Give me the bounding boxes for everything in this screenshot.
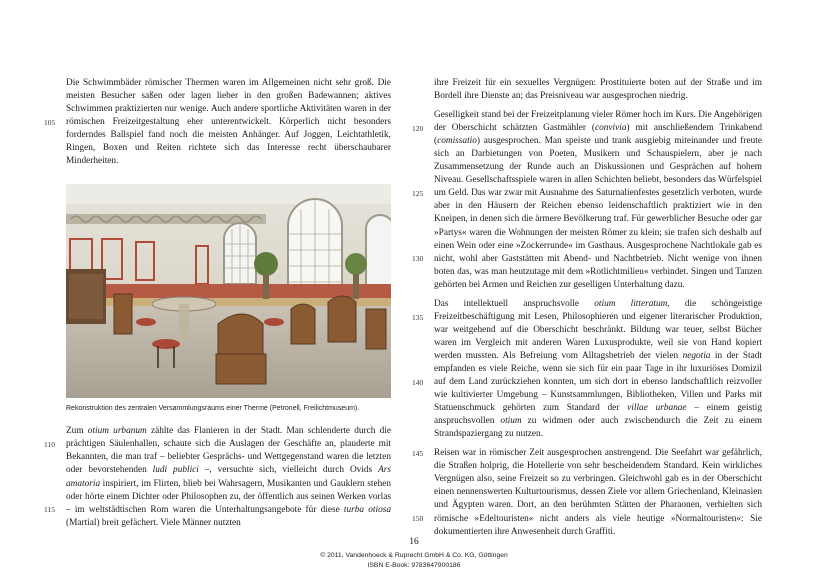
thermae-photo	[66, 184, 391, 398]
right-para-2: 120 125 130 Geselligkeit stand bei der Freizeitplanung vieler Römer hoch im Kurs. Die Angehörigen der Oberschicht schätzten Gastmähler (convivia) mit anschließendem Trinkabend (comissatio) ausgesprochen. Man speiste und trank ausgiebig miteinander und freute sich an Darbietungen von Poeten, Musikern und Schauspielern, aber je nach Zusammensetzung der Runde auch an Diskussionen und Gesprächen auf hohem Niveau. Gesellschaftsspiele waren in allen Schichten beliebt, besonders das Würfelspiel um Geld. Das war zwar mit Ausnahme des Saturnalienfestes gesetzlich verboten, wurde aber in den Häusern der Reichen ebenso leidenschaftlich praktiziert wie in den Kneipen, in denen sich die ärmere Bevölkerung traf. Für gewerblicher Besuche oder gar »Partys« waren die Wohnungen der meisten Römer zu klein; sie trafen sich deshalb auf einen Wein oder eine »Zockerrunde« im Gasthaus. Ausgesprochene Nachtlokale gab es nicht, wohl aber Gaststätten mit Abend- und Nachtbetrieb. Nicht wenige von ihnen boten das, was man heutzutage mit dem »Rotlichtmilieu« verbindet. Singen und Tanzen gehörten bei Armen und Reichen zur geselligen Unterhaltung dazu.	[412, 110, 762, 290]
page-number: 16	[409, 537, 419, 547]
figure-caption: Rekonstruktion des zentralen Versammlungsraums einer Therme (Petronell, Freilichtmuseum).	[66, 405, 360, 413]
copyright-notice: © 2011, Vandenhoeck & Ruprecht GmbH & Co. KG, Göttingen	[320, 552, 508, 559]
line-number: 120	[412, 124, 424, 134]
left-para-2: 110 115 Zum otium urbanum zählte das Flanieren in der Stadt. Man schlenderte durch die prächtigen Säulenhallen, schaute sich die Auslagen der Geschäfte an, plauderte mit Bekannten, die man traf – beliebter Gesprächs- und Wettgegenstand waren die letzten oder bevorstehenden ludi publici –, versuchte sich, vielleicht durch Ovids Ars amatoria inspiriert, im Flirten, blieb bei Wahrsagern, Musikanten und Gauklern stehen oder hörte einem Dichter oder Philosophen zu, der öffentlich aus seinen Werken vorlas – im weltstädtischen Rom waren die Unterhaltungsangebote für diese turba otiosa (Martial) breit gefächert. Viele Männer nutzten	[44, 426, 392, 528]
right-para-4: 145 150 Reisen war in römischer Zeit ausgesprochen anstrengend. Die Seefahrt war gefährlich, die Straßen holprig, die Hotellerie von sehr bescheidendem Standard. Kein wirkliches Vergnügen also, seine Freizeit so zu verbringen. Gleichwohl gab es in der Oberschicht einen nennenswerten Kulturtourismus, dessen Ziele vor allem Griechenland, Kleinasien und Ägypten waren. Dort, an den berühmten Stätten der Pharaonen, verhielten sich römische »Edeltouristen« nicht anders als viele heutige »Normaltouristen«: Sie dokumentierten ihre Anwesenheit durch Graffiti.	[412, 448, 762, 537]
line-number: 110	[44, 440, 55, 450]
line-number: 125	[412, 189, 424, 199]
line-number: 150	[412, 514, 424, 524]
line-number: 115	[44, 505, 55, 515]
figure	[66, 184, 391, 413]
right-para-1: ihre Freizeit für ein sexuelles Vergnügen: Prostituierte boten auf der Straße und im Bordell ihre Dienste an; das Preisniveau war ausgesprochen niedrig.	[434, 78, 762, 102]
isbn-notice: ISBN E-Book: 9783647900186	[367, 562, 461, 569]
line-number: 135	[412, 312, 424, 322]
line-number: 140	[412, 377, 424, 387]
left-para-1: 105 Die Schwimmbäder römischer Thermen waren im Allgemeinen nicht sehr groß. Die meisten Besucher saßen oder lagen lieber in den großen Badewannen; aktives Schwimmen praktizierten nur wenige. Auch andere sportliche Aktivitäten waren in der römischen Freizeitgestaltung eher unterentwickelt. Körperlich nicht besonders forderndes Ballspiel fand noch die meisten Anhänger. Auf Joggen, Leichtathletik, Ringen, Boxen und Reiten richtete sich das Interesse recht überschaubarer Minderheiten.	[44, 78, 391, 167]
line-number: 105	[44, 118, 56, 127]
line-number: 145	[412, 449, 424, 459]
right-column	[412, 77, 763, 539]
right-para-3: 135 140 Das intellektuell anspruchsvolle otium litteratum, die schöngeistige Freizeitbeschäftigung mit Lesen, Philosophieren und eigener literarischer Produktion, war weitgehend auf die Oberschicht beschränkt. Bildung war teuer, selbst Bücher waren im Vergleich mit anderen Waren Luxusprodukte, weil sie von Hand kopiert werden mussten. Als Befreiung vom Alltagsbetrieb der vielen negotia in der Stadt empfanden es viele Reiche, wenn sie sich für ein paar Tage in ihr luxuriöses Domizil auf dem Land zurückziehen konnten, um sich dort in ebenso landschaftlich reizvoller wie kultivierter Umgebung – Kunstsammlungen, Bibliotheken, Villen und Parks mit Statuenschmuck gehörten zum Standard der villae urbanae – einem geistig anspruchsvollen otium zu widmen oder auch zwischendurch die Zeit zu einem Strandspaziergang zu nutzen.	[412, 298, 763, 440]
left-column	[44, 77, 392, 530]
line-number: 130	[412, 254, 424, 264]
